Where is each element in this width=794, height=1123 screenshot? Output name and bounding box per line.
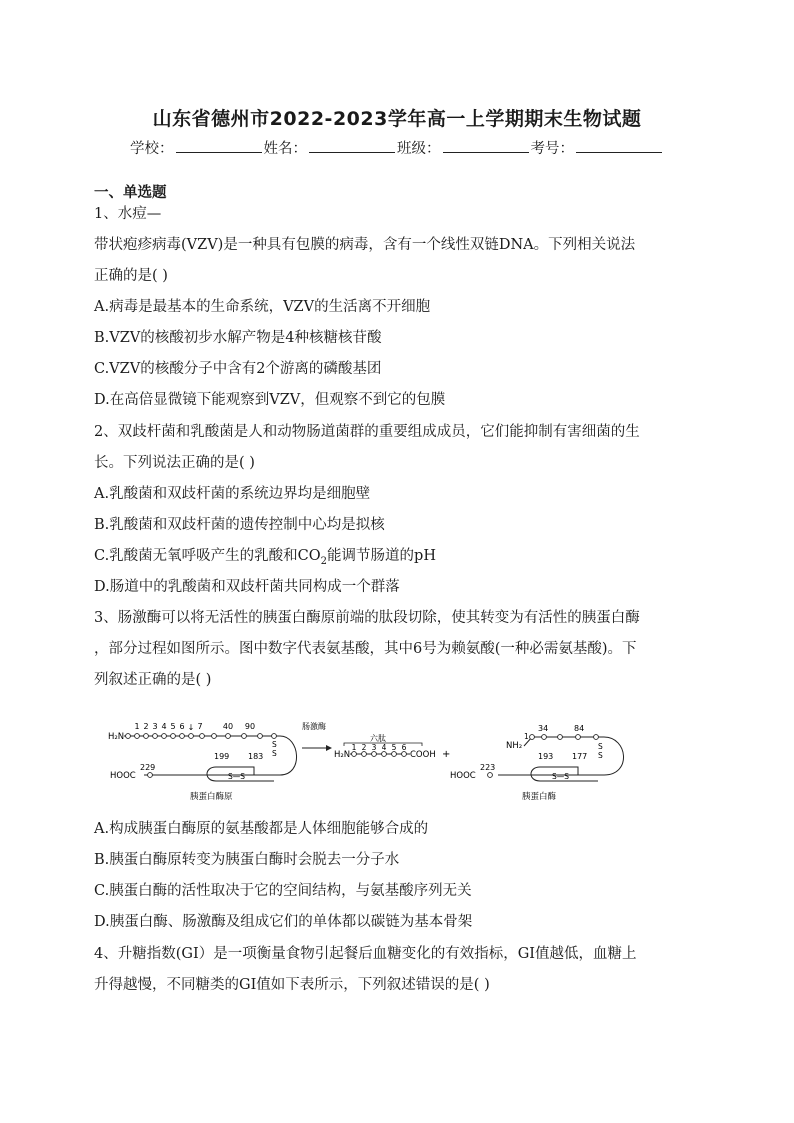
q1-option-c: C.VZV的核酸分子中含有2个游离的磷酸基团 (94, 361, 382, 377)
q1-head: 1、水痘— (94, 206, 162, 222)
right-num-177: 177 (572, 752, 588, 761)
q4-stem-line2: 升得越慢，不同糖类的GI值如下表所示，下列叙述错误的是( ) (94, 977, 490, 993)
right-num-1: 1 (524, 732, 529, 741)
right-right-loop (604, 737, 624, 775)
hexa-num-6: 6 (401, 743, 407, 752)
right-num-34: 34 (538, 724, 549, 733)
q2-option-a: A.乳酸菌和双歧杆菌的系统边界均是细胞壁 (94, 486, 371, 502)
left-num-40: 40 (222, 722, 234, 731)
left-num-6: 6 (179, 722, 185, 731)
hexa-num-5: 5 (391, 743, 397, 752)
left-ss-bond: S—S (228, 772, 246, 781)
q3-option-c: C.胰蛋白酶的活性取决于它的空间结构，与氨基酸序列无关 (94, 883, 472, 899)
trypsinogen-activation-diagram (104, 715, 664, 805)
q2-option-c-pre: C.乳酸菌无氧呼吸产生的乳酸和CO (94, 548, 321, 564)
q3-stem-line1: 3、肠激酶可以将无活性的胰蛋白酶原前端的肽段切除，使其转变为有活性的胰蛋白酶 (94, 610, 640, 626)
hexa-h2n: H₂N (334, 750, 351, 760)
left-s-1: S (272, 740, 277, 749)
right-num-193: 193 (538, 752, 554, 761)
q2-stem-line2: 长。下列说法正确的是( ) (94, 455, 255, 471)
left-num-199: 199 (214, 752, 230, 761)
plus-sign: + (442, 749, 451, 760)
name-blank[interactable] (309, 138, 395, 153)
right-hooc: HOOC (450, 771, 476, 781)
q1-option-a: A.病毒是最基本的生命系统，VZV的生活离不开细胞 (94, 299, 431, 315)
q2-stem-line1: 2、双歧杆菌和乳酸菌是人和动物肠道菌群的重要组成成员，它们能抑制有害细菌的生 (94, 424, 640, 440)
left-bead-229 (148, 773, 153, 778)
right-nh2: NH₂ (506, 741, 523, 751)
q3-stem-line2: ，部分过程如图所示。图中数字代表氨基酸，其中6号为赖氨酸(一种必需氨基酸)。下 (94, 641, 637, 657)
number-label: 考号： (530, 141, 574, 157)
hexapeptide-label: 六肽 (370, 734, 386, 743)
number-blank[interactable] (576, 138, 662, 153)
school-blank[interactable] (176, 138, 262, 153)
hexa-cooh: COOH (410, 750, 436, 760)
left-num-183: 183 (248, 752, 264, 761)
left-s-2: S (272, 749, 277, 758)
left-num-1: 1 (134, 722, 140, 731)
left-num-3: 3 (152, 722, 158, 731)
enterokinase-label: 肠激酶 (302, 722, 326, 731)
student-info-line (0, 137, 794, 158)
class-label: 班级： (397, 141, 441, 157)
class-blank[interactable] (443, 138, 529, 153)
q2-option-c-post: 能调节肠道的pH (327, 548, 436, 564)
hexa-num-2: 2 (361, 743, 367, 752)
right-upper-chain (524, 737, 604, 746)
reaction-arrow-head (326, 745, 332, 751)
q3-option-b: B.胰蛋白酶原转变为胰蛋白酶时会脱去一分子水 (94, 852, 400, 868)
left-hooc: HOOC (110, 771, 136, 781)
left-num-4: 4 (161, 722, 167, 731)
q2-option-b: B.乳酸菌和双歧杆菌的遗传控制中心均是拟核 (94, 517, 385, 533)
page-title: 山东省德州市2022-2023学年高一上学期期末生物试题 (152, 108, 642, 130)
left-num-229: 229 (140, 763, 156, 772)
left-right-loop (280, 736, 297, 775)
hexa-num-4: 4 (381, 743, 387, 752)
left-label-trypsinogen: 胰蛋白酶原 (190, 792, 233, 802)
q4-stem-line1: 4、升糖指数(GI）是一项衡量食物引起餐后血糖变化的有效指标，GI值越低，血糖上 (94, 946, 637, 962)
q3-stem-line3: 列叙述正确的是( ) (94, 672, 212, 688)
left-num-90: 90 (244, 722, 256, 731)
q1-stem-line1: 带状疱疹病毒(VZV)是一种具有包膜的病毒，含有一个线性双链DNA。下列相关说法 (94, 237, 636, 253)
hexa-num-3: 3 (371, 743, 377, 752)
school-label: 学校： (130, 141, 174, 157)
section-heading: 一、单选题 (94, 185, 167, 201)
cut-arrow: ↓ (187, 723, 195, 732)
q1-option-b: B.VZV的核酸初步水解产物是4种核糖核苷酸 (94, 330, 382, 346)
q3-option-d: D.胰蛋白酶、肠激酶及组成它们的单体都以碳链为基本骨架 (94, 914, 473, 930)
q2-option-c-sub: 2 (320, 555, 328, 567)
right-label-trypsin: 胰蛋白酶 (522, 792, 557, 802)
q2-option-c (94, 546, 714, 572)
right-num-84: 84 (574, 724, 585, 733)
right-s-1: S (598, 742, 603, 751)
left-h2n: H₂N (108, 732, 125, 742)
left-num-5: 5 (170, 722, 176, 731)
q1-option-d: D.在高倍显微镜下能观察到VZV，但观察不到它的包膜 (94, 392, 446, 408)
name-label: 姓名： (263, 141, 307, 157)
q1-stem-line2: 正确的是( ) (94, 268, 168, 284)
hexa-num-1: 1 (351, 743, 357, 752)
q2-option-d: D.肠道中的乳酸菌和双歧杆菌共同构成一个群落 (94, 579, 400, 595)
q3-option-a: A.构成胰蛋白酶原的氨基酸都是人体细胞能够合成的 (94, 821, 429, 837)
right-s-2: S (598, 751, 603, 760)
right-bead-223 (488, 773, 493, 778)
left-num-2: 2 (143, 722, 149, 731)
right-num-223: 223 (480, 763, 496, 772)
right-ss-bond: S—S (552, 772, 570, 781)
left-num-7: 7 (197, 722, 203, 731)
